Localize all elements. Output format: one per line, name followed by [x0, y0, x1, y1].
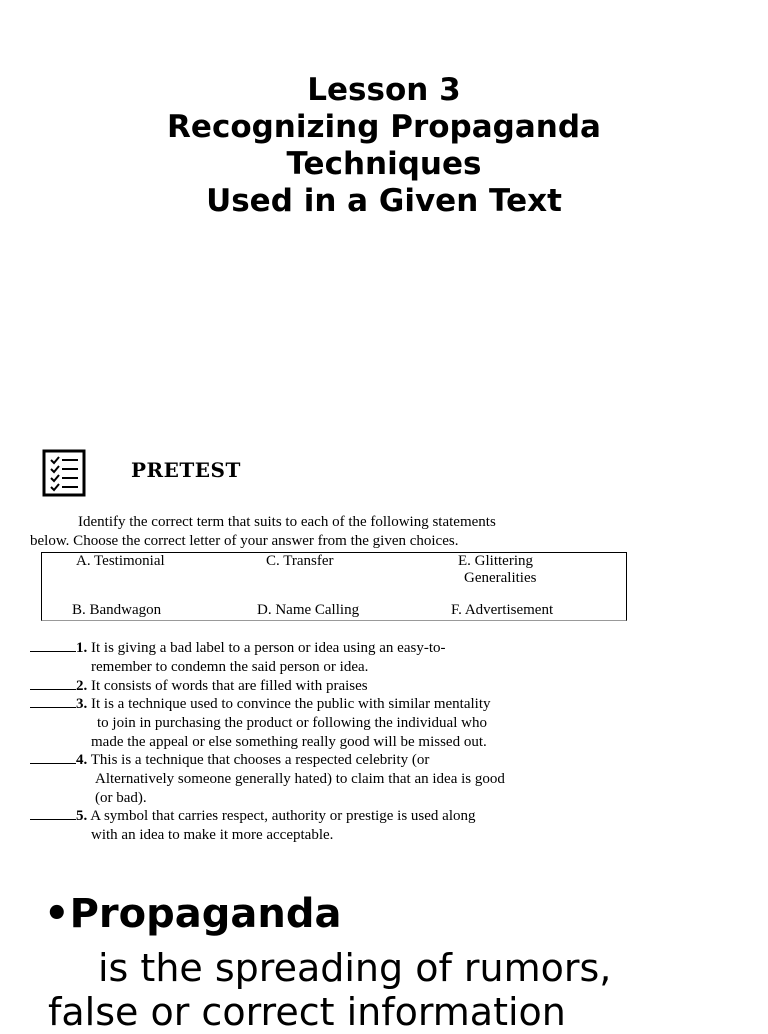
- question-3: [30, 695, 491, 713]
- question-1-continued: remember to condemn the said person or idea.: [91, 659, 369, 675]
- lesson-title: [0, 72, 768, 220]
- question-number: 5.: [76, 808, 88, 824]
- definition-line-2: false or correct information: [48, 990, 566, 1034]
- question-5: [30, 807, 476, 825]
- question-4-continued: (or bad).: [95, 790, 147, 806]
- lesson-number: Lesson 3: [307, 72, 461, 108]
- answer-blank[interactable]: [30, 751, 76, 764]
- lesson-title-line-1: Recognizing Propaganda: [167, 109, 601, 145]
- choice-a: A. Testimonial: [76, 553, 165, 569]
- question-text: It consists of words that are filled with praises: [91, 678, 368, 694]
- question-text: A symbol that carries respect, authority or prestige is used along: [90, 808, 476, 824]
- checklist-icon: [42, 449, 86, 497]
- question-5-continued: with an idea to make it more acceptable.: [91, 827, 334, 843]
- choice-e-continued: Generalities: [464, 570, 537, 586]
- question-number: 2.: [76, 678, 88, 694]
- lesson-title-line-3: Used in a Given Text: [206, 183, 562, 219]
- answer-blank[interactable]: [30, 807, 76, 820]
- question-number: 1.: [76, 640, 88, 656]
- definition-heading: [44, 890, 341, 938]
- question-2: [30, 677, 368, 695]
- question-number: 3.: [76, 696, 88, 712]
- pretest-heading: PRETEST: [131, 458, 241, 482]
- question-text: It is a technique used to convince the public with similar mentality: [91, 696, 491, 712]
- question-text: This is a technique that chooses a respected celebrity (or: [90, 752, 430, 768]
- definition-text: [48, 946, 611, 1034]
- choice-f: F. Advertisement: [451, 602, 554, 618]
- instructions-line-2: below. Choose the correct letter of your answer from the given choices.: [30, 533, 459, 549]
- question-4: [30, 751, 429, 769]
- answer-blank[interactable]: [30, 677, 76, 690]
- choice-e: E. Glittering: [458, 553, 533, 569]
- instructions-line-1: Identify the correct term that suits to each of the following statements: [78, 514, 496, 530]
- answer-blank[interactable]: [30, 695, 76, 708]
- choice-c: C. Transfer: [266, 553, 334, 569]
- choice-d: D. Name Calling: [257, 602, 360, 618]
- lesson-title-line-2: Techniques: [286, 146, 482, 182]
- choice-b: B. Bandwagon: [72, 602, 162, 618]
- question-1: [30, 639, 446, 657]
- question-text: It is giving a bad label to a person or idea using an easy-to-: [91, 640, 446, 656]
- choices-table: [41, 552, 627, 621]
- definition-line-1: is the spreading of rumors,: [98, 946, 612, 990]
- bullet-point: •: [44, 891, 70, 937]
- answer-blank[interactable]: [30, 639, 76, 652]
- question-3-continued: to join in purchasing the product or following the individual who: [97, 715, 487, 731]
- question-number: 4.: [76, 752, 88, 768]
- question-4-continued: Alternatively someone generally hated) to claim that an idea is good: [95, 771, 505, 787]
- definition-term: Propaganda: [69, 891, 342, 937]
- question-3-continued: made the appeal or else something really good will be missed out.: [91, 734, 487, 750]
